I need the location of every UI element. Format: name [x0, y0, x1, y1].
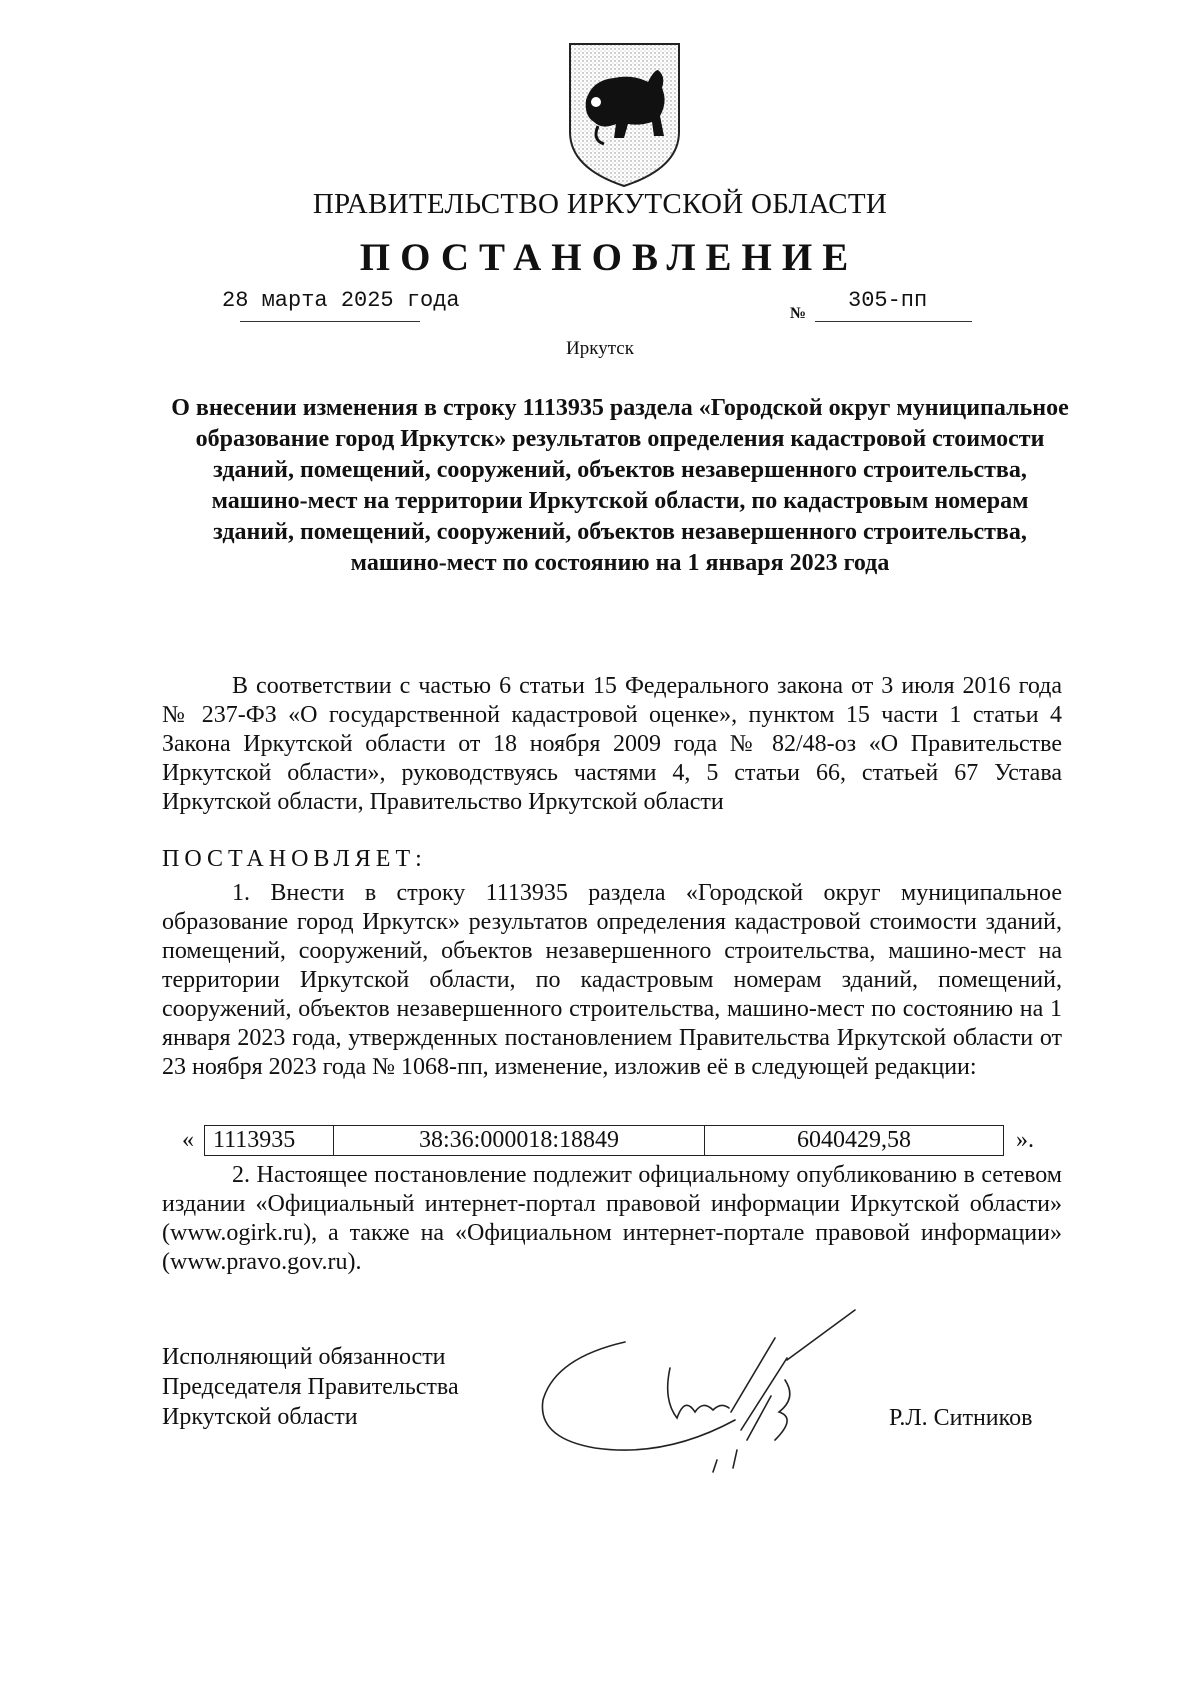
preamble-block — [162, 672, 1062, 817]
document-date: 28 марта 2025 года — [222, 288, 460, 313]
item-1: 1. Внести в строку 1113935 раздела «Городской округ муниципальное образование город Иркутск» результатов определения кадастровой стоимости зданий, помещений, сооружений, объектов незавершенного строительства, машино-мест на территории Иркутской области, по кадастровым номерам зданий, помещений, сооружений, объектов незавершенного строительства, машино-мест по состоянию на 1 января 2023 года, утвержденных постановлением Правительства Иркутской области от 23 ноября 2023 года № 1068-пп, изменение, изложив её в следующей редакции: — [162, 880, 1062, 1080]
government-name: ПРАВИТЕЛЬСТВО ИРКУТСКОЙ ОБЛАСТИ — [312, 188, 888, 220]
close-quote: ». — [1016, 1127, 1034, 1153]
handwritten-signature — [535, 1300, 865, 1510]
signatory-name: Р.Л. Ситников — [889, 1405, 1033, 1431]
position-line-2: Председателя Правительства — [162, 1374, 459, 1400]
document-number: 305-пп — [848, 288, 928, 313]
coat-of-arms-icon — [562, 40, 687, 190]
number-underline — [815, 321, 972, 322]
city: Иркутск — [566, 338, 634, 359]
cell-value: 6040429,58 — [705, 1126, 1004, 1156]
document-title: О внесении изменения в строку 1113935 раздела «Городской округ муниципальное образование город Иркутск» результатов определения кадастровой стоимости зданий, помещений, сооружений, объектов незавершенного строительства, машино-мест на территории Иркутской области, по кадастровым номерам зданий, помещений, сооружений, объектов незавершенного строительства, машино-мест по состоянию на 1 января 2023 года — [171, 395, 1069, 576]
decree-word: ПОСТАНОВЛЯЕТ: — [162, 846, 427, 872]
table-row — [205, 1126, 1004, 1156]
position-line-1: Исполняющий обязанности — [162, 1344, 446, 1370]
item-2: 2. Настоящее постановление подлежит официальному опубликованию в сетевом издании «Официальный интернет-портал правовой информации Иркутской области» (www.ogirk.ru), а также на «Официальном интернет-портале правовой информации» (www.pravo.gov.ru). — [162, 1162, 1062, 1275]
position-line-3: Иркутской области — [162, 1404, 358, 1430]
preamble: В соответствии с частью 6 статьи 15 Федерального закона от 3 июля 2016 года № 237-ФЗ «О государственной кадастровой оценке», пунктом 15 части 1 статьи 4 Закона Иркутской области от 18 ноября 2009 года № 82/48-оз «О Правительстве Иркутской области», руководствуясь частями 4, 5 статьи 66, статьей 67 Устава Иркутской области, Правительство Иркутской области — [162, 673, 1062, 815]
item1-block — [162, 879, 1062, 1082]
document-type: ПОСТАНОВЛЕНИЕ — [359, 236, 859, 279]
number-sign: № — [790, 305, 807, 322]
open-quote: « — [182, 1127, 194, 1153]
cell-row-number: 1113935 — [205, 1126, 334, 1156]
signatory-position — [162, 1342, 459, 1432]
amendment-table — [204, 1125, 1004, 1156]
item2-block — [162, 1161, 1062, 1277]
amendment-row — [182, 1125, 1042, 1158]
cell-cadastral-number: 38:36:000018:18849 — [334, 1126, 705, 1156]
date-underline — [240, 321, 420, 322]
